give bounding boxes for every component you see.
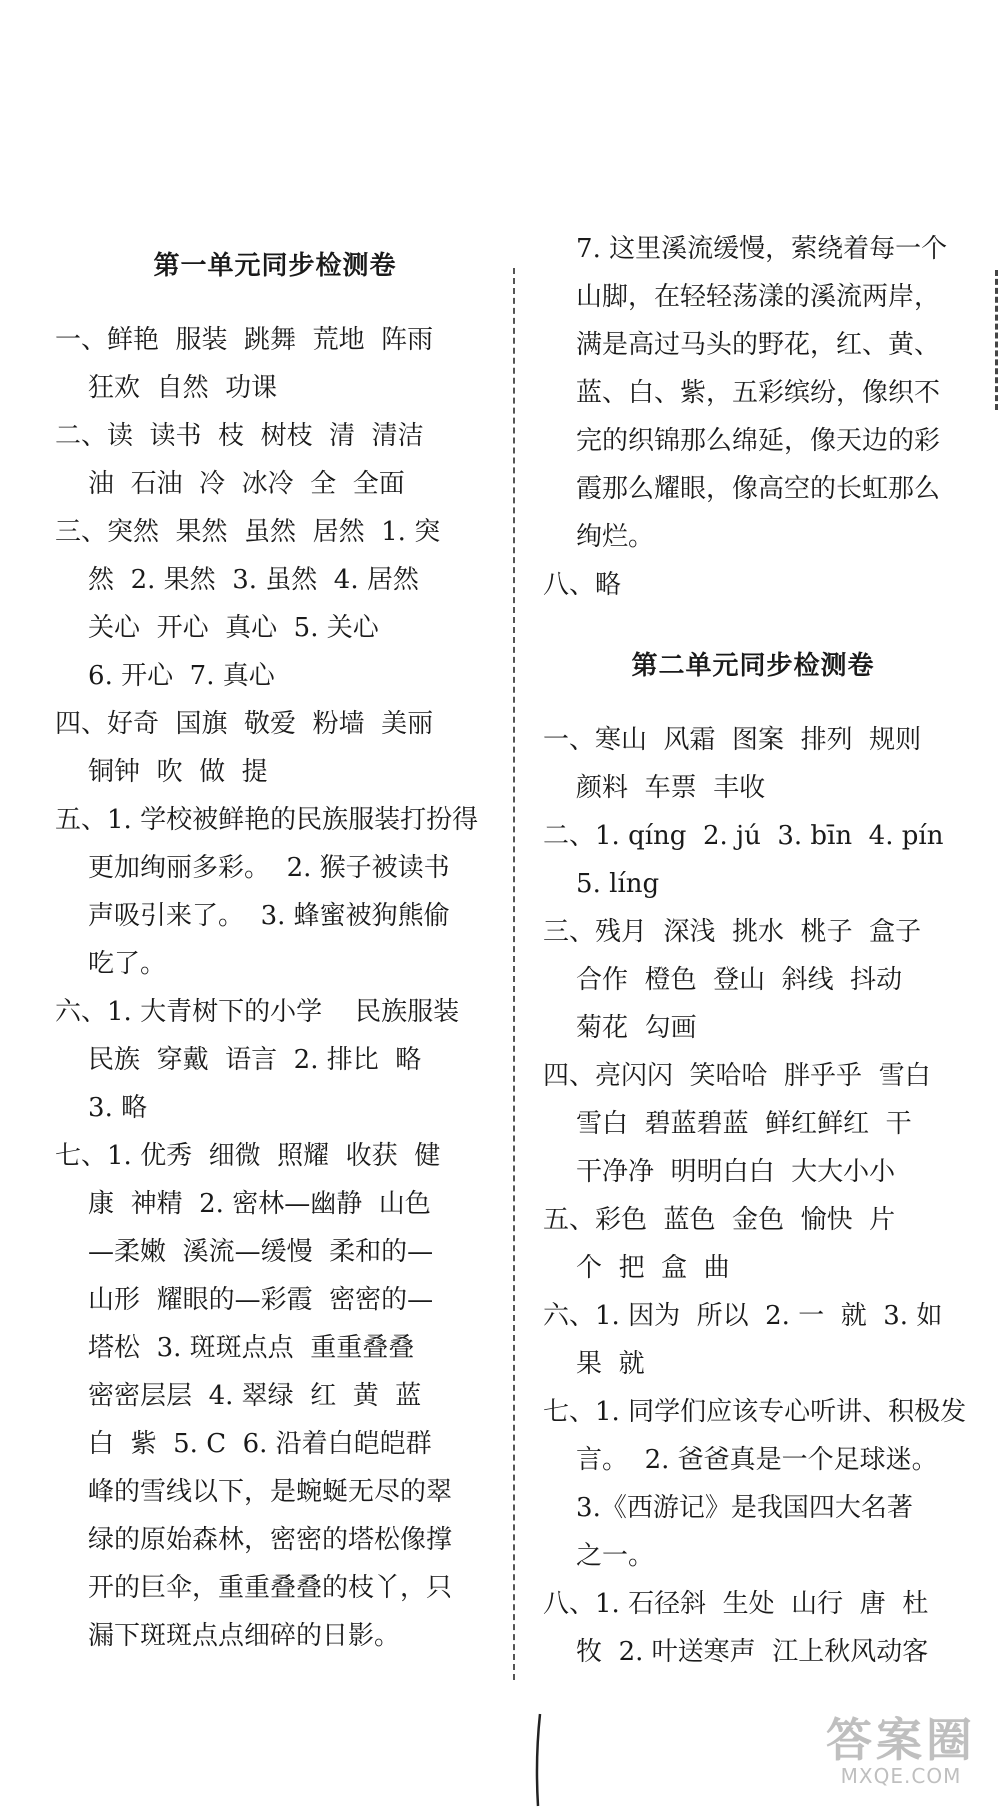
answer-line: 菊花 勾画 bbox=[543, 1013, 697, 1043]
answer-line: 声吸引来了。 3. 蜂蜜被狗熊偷 bbox=[55, 901, 450, 931]
answer-line: 关心 开心 真心 5. 关心 bbox=[55, 613, 379, 643]
answer-line: 蓝、白、紫，五彩缤纷，像织不 bbox=[543, 378, 941, 408]
answer-line: 七、1. 优秀 细微 照耀 收获 健 bbox=[55, 1141, 441, 1171]
answer-line: 山形 耀眼的—彩霞 密密的— bbox=[55, 1285, 434, 1315]
answer-line: 铜钟 吹 做 提 bbox=[55, 757, 268, 787]
answer-line: 康 神精 2. 密林—幽静 山色 bbox=[55, 1189, 431, 1219]
answer-line: 白 紫 5. C 6. 沿着白皑皑群 bbox=[55, 1429, 432, 1459]
answer-line: 四、好奇 国旗 敬爱 粉墙 美丽 bbox=[55, 709, 434, 739]
answer-line: 三、突然 果然 虽然 居然 1. 突 bbox=[55, 517, 441, 547]
answer-line: 干净净 明明白白 大大小小 bbox=[543, 1157, 896, 1187]
unit2-title: 第二单元同步检测卷 bbox=[631, 651, 875, 681]
answer-line: 三、残月 深浅 挑水 桃子 盒子 bbox=[543, 917, 922, 947]
answer-line: 七、1. 同学们应该专心听讲、积极发 bbox=[543, 1397, 967, 1427]
answer-line: 五、1. 学校被鲜艳的民族服装打扮得 bbox=[55, 805, 479, 835]
answer-line: 狂欢 自然 功课 bbox=[55, 373, 278, 403]
unit2-answers bbox=[543, 716, 967, 1676]
answer-line: 吃了。 bbox=[55, 949, 167, 979]
answer-line: 山脚，在轻轻荡漾的溪流两岸， bbox=[543, 282, 941, 312]
answer-line: 绚烂。 bbox=[543, 522, 655, 552]
unit1-continued-answers bbox=[543, 225, 963, 609]
answer-line: 峰的雪线以下，是蜿蜒无尽的翠 bbox=[55, 1477, 453, 1507]
answer-line: 7. 这里溪流缓慢，萦绕着每一个 bbox=[543, 234, 948, 264]
unit1-title: 第一单元同步检测卷 bbox=[153, 251, 397, 281]
answer-line: 塔松 3. 斑斑点点 重重叠叠 bbox=[55, 1333, 415, 1363]
answer-line: 一、鲜艳 服装 跳舞 荒地 阵雨 bbox=[55, 325, 434, 355]
page-edge-mark bbox=[995, 270, 998, 410]
site-watermark bbox=[816, 1713, 986, 1788]
answer-line: 合作 橙色 登山 斜线 抖动 bbox=[543, 965, 903, 995]
answer-line: 更加绚丽多彩。 2. 猴子被读书 bbox=[55, 853, 450, 883]
answer-line: 六、1. 因为 所以 2. 一 就 3. 如 bbox=[543, 1301, 943, 1331]
watermark-logo-text: 答案圈 bbox=[826, 1713, 976, 1767]
column-divider bbox=[513, 268, 515, 1680]
answer-line: 言。 2. 爸爸真是一个足球迷。 bbox=[543, 1445, 938, 1475]
answer-line: 牧 2. 叶送寒声 江上秋风动客 bbox=[543, 1637, 929, 1667]
answer-line: 满是高过马头的野花，红、黄、 bbox=[543, 330, 941, 360]
answer-line: 一、寒山 风霜 图案 排列 规则 bbox=[543, 725, 922, 755]
pen-stroke-mark bbox=[532, 1712, 544, 1808]
answer-line: 霞那么耀眼，像高空的长虹那么 bbox=[543, 474, 941, 504]
right-column bbox=[543, 225, 967, 1676]
answer-line: 绿的原始森林，密密的塔松像撑 bbox=[55, 1525, 453, 1555]
answer-line: 民族 穿戴 语言 2. 排比 略 bbox=[55, 1045, 422, 1075]
answer-line: 八、略 bbox=[543, 570, 622, 600]
answer-line: 个 把 盒 曲 bbox=[543, 1253, 730, 1283]
unit1-answers bbox=[55, 316, 495, 1660]
answer-line: 颜料 车票 丰收 bbox=[543, 773, 766, 803]
answer-line: 3.《西游记》是我国四大名著 bbox=[543, 1493, 913, 1523]
answer-line: 之一。 bbox=[543, 1541, 655, 1571]
answer-line: 漏下斑斑点点细碎的日影。 bbox=[55, 1621, 401, 1651]
answer-line: 雪白 碧蓝碧蓝 鲜红鲜红 干 bbox=[543, 1109, 912, 1139]
answer-line: 果 就 bbox=[543, 1349, 645, 1379]
answer-line: 5. líng bbox=[543, 869, 660, 899]
answer-line: —柔嫩 溪流—缓慢 柔和的— bbox=[55, 1237, 434, 1267]
answer-line: 八、1. 石径斜 生处 山行 唐 杜 bbox=[543, 1589, 929, 1619]
answer-line: 完的织锦那么绵延，像天边的彩 bbox=[543, 426, 941, 456]
answer-line: 四、亮闪闪 笑哈哈 胖乎乎 雪白 bbox=[543, 1061, 931, 1091]
watermark-url-text: MXQE.COM bbox=[840, 1764, 962, 1788]
answer-line: 二、读 读书 枝 树枝 清 清洁 bbox=[55, 421, 424, 451]
answer-line: 五、彩色 蓝色 金色 愉快 片 bbox=[543, 1205, 896, 1235]
answer-line: 二、1. qíng 2. jú 3. bīn 4. pín bbox=[543, 821, 944, 851]
answer-line: 密密层层 4. 翠绿 红 黄 蓝 bbox=[55, 1381, 422, 1411]
answer-line: 六、1. 大青树下的小学 民族服装 bbox=[55, 997, 460, 1027]
answer-line: 6. 开心 7. 真心 bbox=[55, 661, 275, 691]
answer-line: 开的巨伞，重重叠叠的枝丫，只 bbox=[55, 1573, 453, 1603]
left-column bbox=[55, 245, 495, 1660]
answer-line: 油 石油 冷 冰冷 全 全面 bbox=[55, 469, 405, 499]
answer-line: 3. 略 bbox=[55, 1093, 148, 1123]
answer-line: 然 2. 果然 3. 虽然 4. 居然 bbox=[55, 565, 419, 595]
